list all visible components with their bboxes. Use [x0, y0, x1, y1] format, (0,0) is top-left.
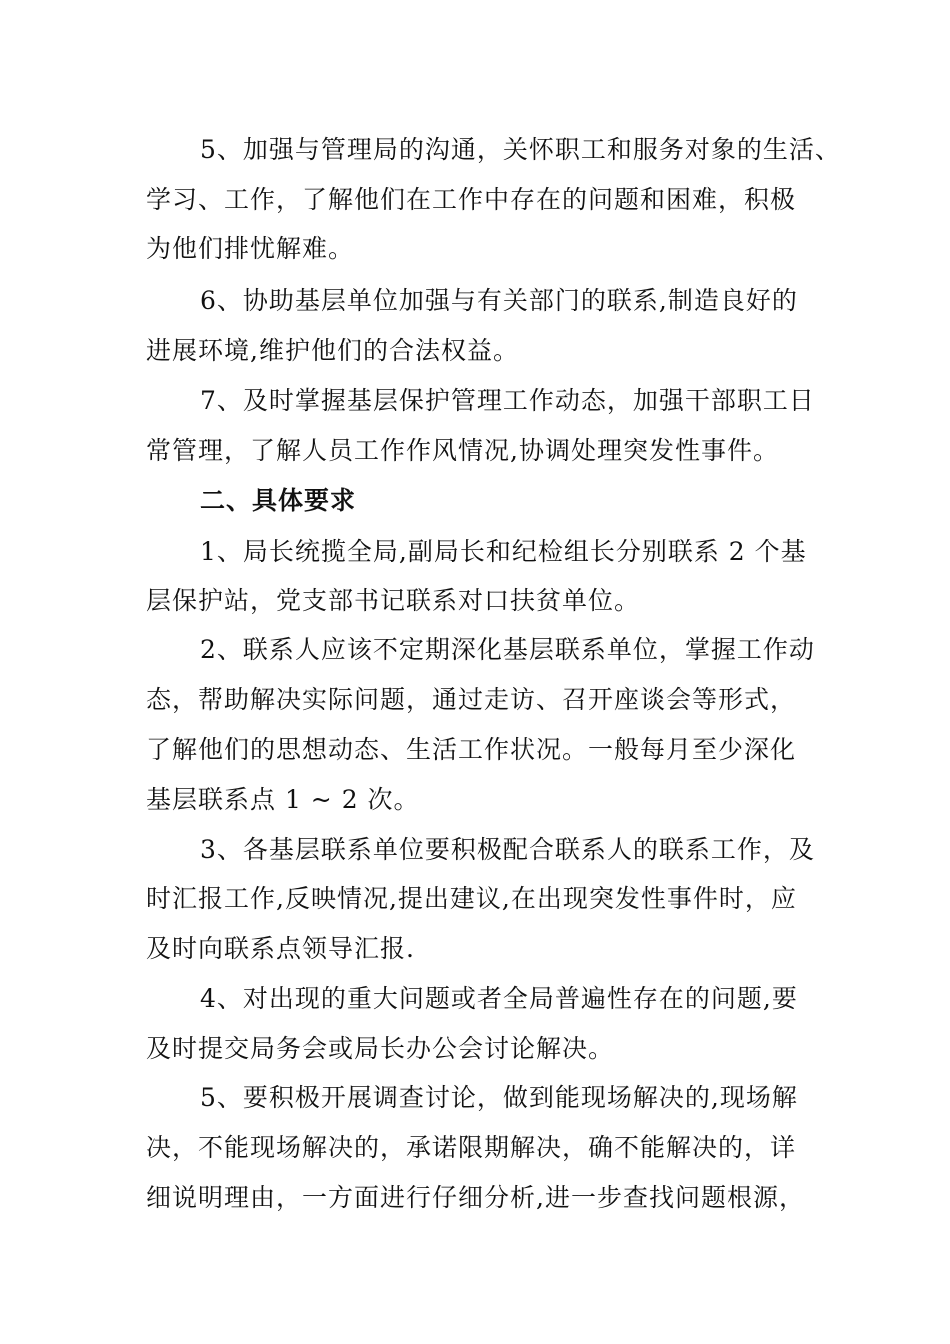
paragraph-6-line-2: 进展环境,维护他们的合法权益。: [146, 336, 519, 365]
requirement-2-line-2: 态，帮助解决实际问题，通过走访、召开座谈会等形式，: [146, 685, 797, 714]
requirement-4-line-1: 4、对出现的重大问题或者全局普遍性存在的问题,要: [200, 984, 798, 1013]
requirement-3-line-2: 时汇报工作,反映情况,提出建议,在出现突发性事件时，应: [146, 884, 797, 913]
requirement-1-line-2: 层保护站，党支部书记联系对口扶贫单位。: [146, 586, 641, 615]
requirement-5-line-3: 细说明理由，一方面进行仔细分析,进一步查找问题根源，: [146, 1183, 805, 1212]
requirement-2-line-1: 2、联系人应该不定期深化基层联系单位，掌握工作动: [200, 635, 815, 664]
requirement-1-line-1: 1、局长统揽全局,副局长和纪检组长分别联系 2 个基: [200, 537, 807, 566]
requirement-3-line-3: 及时向联系点领导汇报.: [146, 934, 415, 963]
requirement-4-line-2: 及时提交局务会或局长办公会讨论解决。: [146, 1034, 615, 1063]
paragraph-7-line-2: 常管理，了解人员工作作风情况,协调处理突发性事件。: [146, 436, 779, 465]
requirement-5-line-1: 5、要积极开展调查讨论，做到能现场解决的,现场解: [200, 1083, 798, 1112]
requirement-3-line-1: 3、各基层联系单位要积极配合联系人的联系工作，及: [200, 835, 815, 864]
requirement-5-line-2: 决，不能现场解决的，承诺限期解决，确不能解决的，详: [146, 1133, 797, 1162]
section-heading: 二、具体要求: [200, 486, 357, 515]
paragraph-5-line-1: 5、加强与管理局的沟通，关怀职工和服务对象的生活、: [200, 135, 841, 164]
requirement-2-line-3: 了解他们的思想动态、生活工作状况。一般每月至少深化: [146, 735, 797, 764]
paragraph-5-line-2: 学习、工作，了解他们在工作中存在的问题和困难，积极: [146, 185, 797, 214]
paragraph-5-line-3: 为他们排忧解难。: [146, 234, 355, 263]
paragraph-6-line-1: 6、协助基层单位加强与有关部门的联系,制造良好的: [200, 286, 798, 315]
paragraph-7-line-1: 7、及时掌握基层保护管理工作动态，加强干部职工日: [200, 386, 815, 415]
requirement-2-line-4: 基层联系点 1 ~ 2 次。: [146, 785, 420, 814]
